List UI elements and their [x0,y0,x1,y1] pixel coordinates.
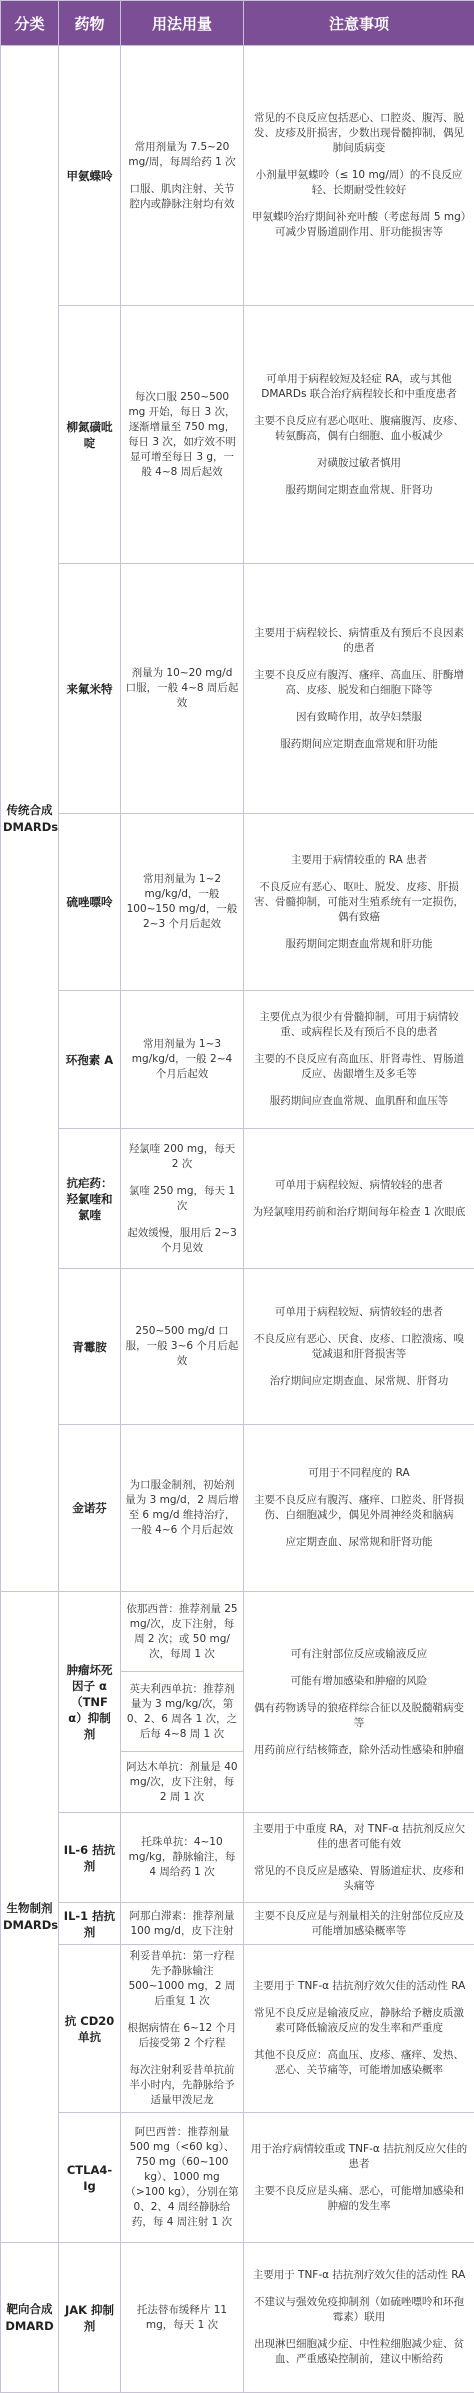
notes-cell-line: 不建议与强效免疫抑制剂（如硫唑嘌呤和环孢霉素）联用 [250,2295,468,2325]
notes-cell [244,1592,474,1813]
drug-name: 来氟米特 [59,564,121,814]
table-header [1,1,474,46]
notes-cell-line: 主要不良反应是头痛、恶心，可能增加感染和肿瘤的发生率 [250,2184,468,2214]
drug-name: 甲氨蝶呤 [59,46,121,306]
usage-cell: 250~500 mg/d 口服，一般 3~6 个月后起效 [121,1269,244,1425]
notes-cell-line: 用于治疗病情较重或 TNF-α 拮抗剂反应欠佳的患者 [250,2142,468,2172]
header-notes: 注意事项 [244,1,474,46]
notes-cell-line: 用药前应行结核筛查，除外活动性感染和肿瘤 [250,1743,468,1758]
header-category: 分类 [1,1,59,46]
notes-cell-line: 不良反应有恶心、呕吐、脱发、皮疹、肝损害、骨髓抑制，可能对生殖系统有一定损伤，偶有致癌 [250,880,468,925]
drug-name: 硫唑嘌呤 [59,814,121,991]
usage-cell [121,1129,244,1269]
notes-cell-line: 不良反应有恶心、厌食、皮疹、口腔溃疡、嗅觉减退和肝肾损害等 [250,1332,468,1362]
drug-name: IL-1 拮抗剂 [59,1903,121,1945]
notes-cell-line: 服药期间定期查血常规和肝功能 [250,937,468,952]
drug-name: 柳氮磺吡啶 [59,306,121,564]
notes-cell-line: 常见的不良反应是感染、胃肠道症状、皮疹和头痛等 [250,1864,468,1894]
usage-cell: 常用剂量为 1~2 mg/kg/d，一般 100~150 mg/d，一般 2~3 个月后起效 [121,814,244,991]
notes-cell-line: 主要优点为很少有骨髓抑制，可用于病情较重、或病程长及有预后不良的患者 [250,1010,468,1040]
table-row [1,991,474,1129]
table-row [1,1592,474,1672]
usage-line: 常用剂量为 7.5~20 mg/周，每周给药 1 次 [125,140,239,170]
notes-cell [244,2113,474,2243]
notes-cell-line: 出现淋巴细胞减少症、中性粒细胞减少症、贫血、严重感染控制前，建议中断给药 [250,2337,468,2367]
table-row [1,1903,474,1945]
notes-cell [244,814,474,991]
category-cell: 传统合成DMARDs [1,46,59,1592]
drug-name: IL-6 拮抗剂 [59,1813,121,1903]
usage-line: 每次注射利妥昔单抗前半小时内，先静脉给予适量甲泼尼龙 [125,2063,239,2108]
notes-cell [244,991,474,1129]
usage-cell: 阿那白滞素：推荐剂量 100 mg/d，皮下注射 [121,1903,244,1945]
notes-cell-line: 甲氨蝶呤治疗期间补充叶酸（考虑每周 5 mg）可减少胃肠道副作用、肝功能损害等 [250,210,468,240]
drug-name: 金诺芬 [59,1425,121,1592]
usage-cell: 阿达木单抗：剂量是 40 mg/次，皮下注射，每 2 周 1 次 [121,1752,244,1813]
usage-cell: 阿巴西普：推荐剂量 500 mg（<60 kg）、750 mg（60~100 kg）、1000 mg（>100 kg），分别在第 0、2、4 周经静脉给药，每 4 周注射 1 次 [121,2113,244,2243]
usage-line: 口服、肌肉注射、关节腔内或静脉注射均有效 [125,182,239,212]
notes-cell [244,2243,474,2393]
usage-cell: 每次口服 250~500 mg 开始，每日 3 次，逐渐增量至 750 mg，每日 3 次，如疗效不明显可增至每日 3 g，一般 4~8 周后起效 [121,306,244,564]
drug-name: 肿瘤坏死因子 α（TNF α）抑制剂 [59,1592,121,1813]
table-row [1,1813,474,1903]
usage-cell [121,46,244,306]
table-row [1,306,474,564]
notes-cell-line: 主要用于病情较重的 RA 患者 [250,853,468,868]
table-row [1,2113,474,2243]
usage-cell: 剂量为 10~20 mg/d 口服，一般 4~8 周后起效 [121,564,244,814]
notes-cell-line: 主要的不良反应有高血压、肝肾毒性、胃肠道反应、齿龈增生及多毛等 [250,1052,468,1082]
notes-cell-line: 可单用于病程较短、病情较轻的患者 [250,1178,468,1193]
notes-cell-line: 其他不良反应：高血压、皮疹、瘙痒、发热、恶心、关节痛等，可能增加感染概率 [250,2048,468,2078]
usage-cell [121,1945,244,2113]
usage-cell: 依那西普：推荐剂量 25 mg/次，皮下注射，每周 2 次；或 50 mg/次，每周 1 次 [121,1592,244,1672]
notes-cell-line: 可用于不同程度的 RA [250,1466,468,1481]
notes-cell-line: 主要用于 TNF-α 拮抗剂疗效欠佳的活动性 RA [250,1979,468,1994]
notes-cell-line: 主要用于病程较长、病情重及有预后不良因素的患者 [250,626,468,656]
table-body [1,46,474,2393]
usage-line: 起效缓慢，服用后 2~3 个月见效 [125,1226,239,1256]
usage-cell: 托珠单抗：4~10 mg/kg，静脉输注，每 4 周给药 1 次 [121,1813,244,1903]
notes-cell [244,1425,474,1592]
notes-cell-line: 可单用于病程较短、病情较轻的患者 [250,1305,468,1320]
notes-cell-line: 应定期查血、尿常规和肝肾功能 [250,1535,468,1550]
drug-name: 抗疟药：羟氯喹和氯喹 [59,1129,121,1269]
notes-cell [244,1269,474,1425]
notes-cell-line: 可单用于病程较短及轻症 RA，或与其他 DMARDs 联合治疗病程较长和中重度患者 [250,372,468,402]
notes-cell-line: 常见不良反应是输液反应，静脉给予糖皮质激素可降低输液反应的发生率和严重度 [250,2006,468,2036]
notes-cell-line: 主要不良反应有腹泻、瘙痒、高血压、肝酶增高、皮疹、脱发和白细胞下降等 [250,668,468,698]
usage-line: 羟氯喹 200 mg，每天 2 次 [125,1142,239,1172]
notes-cell [244,1903,474,1945]
notes-cell-line: 常见的不良反应包括恶心、口腔炎、腹泻、脱发、皮疹及肝损害，少数出现骨髓抑制，偶见肺间质病变 [250,111,468,156]
header-drug: 药物 [59,1,121,46]
notes-cell-line: 可有注射部位反应或输液反应 [250,1647,468,1662]
notes-cell [244,46,474,306]
drug-name: 环孢素 A [59,991,121,1129]
table-row [1,46,474,306]
table-row [1,1945,474,2113]
usage-line: 利妥昔单抗：第一疗程先予静脉输注 500~1000 mg，2 周后重复 1 次 [125,1949,239,2009]
notes-cell-line: 小剂量甲氨蝶呤（≤ 10 mg/周）的不良反应轻、长期耐受性较好 [250,168,468,198]
usage-cell: 为口服金制剂，初始剂量为 3 mg/d，2 周后增至 6 mg/d 维持治疗，一般 4~6 个月后起效 [121,1425,244,1592]
table-row [1,1425,474,1592]
notes-cell [244,306,474,564]
drug-name: CTLA4-Ig [59,2113,121,2243]
notes-cell-line: 偶有药物诱导的狼疮样综合征以及脱髓鞘病变等 [250,1701,468,1731]
table-row [1,2243,474,2393]
notes-cell-line: 主要不良反应有腹泻、瘙痒、口腔炎、肝肾损伤、白细胞减少，偶见外周神经炎和脑病 [250,1493,468,1523]
table-row [1,564,474,814]
notes-cell [244,564,474,814]
notes-cell [244,1129,474,1269]
notes-cell-line: 主要不良反应是与剂量相关的注射部位反应及可能增加感染概率等 [250,1909,468,1939]
usage-cell: 托法替布缓释片 11 mg，每天 1 次 [121,2243,244,2393]
notes-cell-line: 服药期间应定期查血常规和肝功能 [250,737,468,752]
usage-line: 氯喹 250 mg，每天 1 次 [125,1184,239,1214]
table-row [1,814,474,991]
notes-cell-line: 为羟氯喹用药前和治疗期间每年检查 1 次眼底 [250,1205,468,1220]
usage-cell: 英夫利西单抗：推荐剂量为 3 mg/kg/次，第 0、2、6 周各 1 次，之后每 4~8 周 1 次 [121,1672,244,1752]
table-row [1,1129,474,1269]
notes-cell-line: 因有致畸作用，故孕妇禁服 [250,710,468,725]
notes-cell [244,1945,474,2113]
drug-name: 青霉胺 [59,1269,121,1425]
notes-cell [244,1813,474,1903]
drug-name: JAK 抑制剂 [59,2243,121,2393]
table-row [1,1269,474,1425]
category-cell: 靶向合成DMARD [1,2243,59,2393]
notes-cell-line: 主要不良反应有恶心呕吐、腹痛腹泻、皮疹、转氨酶高，偶有白细胞、血小板减少 [250,414,468,444]
notes-cell-line: 主要用于 TNF-α 拮抗剂疗效欠佳的活动性 RA [250,2268,468,2283]
header-usage: 用法用量 [121,1,244,46]
notes-cell-line: 服药期间应查血常规、血肌酐和血压等 [250,1094,468,1109]
usage-line: 根据病情在 6~12 个月后接受第 2 个疗程 [125,2021,239,2051]
usage-cell: 常用剂量为 1~3 mg/kg/d，一般 2~4 个月后起效 [121,991,244,1129]
notes-cell-line: 服药期间定期查血常规、肝肾功 [250,483,468,498]
notes-cell-line: 可能有增加感染和肿瘤的风险 [250,1674,468,1689]
drug-name: 抗 CD20 单抗 [59,1945,121,2113]
category-cell: 生物制剂DMARDs [1,1592,59,2243]
notes-cell-line: 治疗期间应定期查血、尿常规、肝肾功 [250,1374,468,1389]
notes-cell-line: 主要用于中重度 RA，对 TNF-α 拮抗剂反应欠佳的患者可能有效 [250,1822,468,1852]
notes-cell-line: 对磺胺过敏者慎用 [250,456,468,471]
